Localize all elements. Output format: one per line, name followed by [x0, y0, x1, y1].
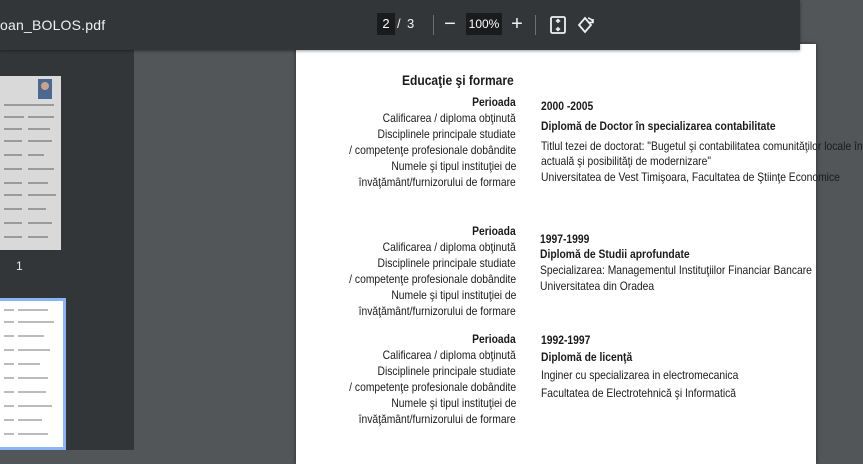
- document-viewer[interactable]: [134, 50, 863, 450]
- label-institution-type: învăţământ/furnizorului de formare: [358, 175, 516, 189]
- label-disciplines: Disciplinele principale studiate: [377, 127, 516, 141]
- label-disciplines: Disciplinele principale studiate: [377, 364, 516, 378]
- label-institution-name: Numele şi tipul instituţiei de: [390, 159, 516, 173]
- current-page-input[interactable]: 2: [377, 13, 395, 35]
- zoom-out-button[interactable]: −: [444, 13, 456, 35]
- pdf-toolbar: [0, 0, 800, 50]
- label-competences: / competenţe profesionale dobândite: [349, 380, 516, 394]
- entry-diploma: Diplomă de licenţă: [541, 350, 633, 364]
- entry-diploma: Diplomă de Studii aprofundate: [540, 247, 690, 261]
- entry-period: 1992-1997: [541, 333, 591, 347]
- label-period: Perioada: [472, 224, 516, 238]
- fit-page-icon[interactable]: [547, 14, 569, 36]
- entry-detail: Inginer cu specializarea in electromecanica: [541, 368, 739, 382]
- entry-period: 1997-1999: [540, 232, 590, 246]
- toolbar-divider: [433, 15, 434, 35]
- label-qualification: Calificarea / diploma obţinută: [382, 240, 516, 254]
- label-competences: / competenţe profesionale dobândite: [349, 143, 516, 157]
- label-competences: / competenţe profesionale dobândite: [349, 272, 516, 286]
- total-pages: 3: [407, 16, 415, 31]
- zoom-level-input[interactable]: 100%: [466, 13, 502, 35]
- label-period: Perioada: [472, 332, 516, 346]
- entry-institution: Facultatea de Electrotehnică şi Informatică: [541, 386, 737, 400]
- thumbnail-sidebar[interactable]: [0, 50, 134, 450]
- entry-detail: Specializarea: Managementul Instituţiilor Financiar Bancare: [540, 263, 812, 277]
- label-institution-type: învăţământ/furnizorului de formare: [358, 412, 516, 426]
- entry-detail: Titlul tezei de doctorat: "Bugetul şi contabilitatea comunităţilor locale în: [541, 139, 863, 153]
- entry-institution: Universitatea din Oradea: [540, 279, 655, 293]
- entry-detail: actuală şi posibilităţi de modernizare": [541, 154, 712, 168]
- page-thumbnail-1[interactable]: [0, 76, 61, 250]
- photo-icon: [38, 79, 52, 99]
- label-period: Perioada: [472, 95, 516, 109]
- document-title: oan_BOLOS.pdf: [0, 17, 106, 33]
- toolbar-divider: [535, 15, 536, 35]
- entry-period: 2000 -2005: [541, 99, 594, 113]
- label-disciplines: Disciplinele principale studiate: [377, 256, 516, 270]
- label-qualification: Calificarea / diploma obţinută: [382, 111, 516, 125]
- rotate-icon[interactable]: [574, 14, 596, 36]
- section-heading: Educaţie şi formare: [402, 72, 514, 88]
- label-institution-name: Numele şi tipul instituţiei de: [390, 396, 516, 410]
- label-institution-name: Numele şi tipul instituţiei de: [390, 288, 516, 302]
- zoom-in-button[interactable]: +: [511, 13, 523, 35]
- thumbnail-page-number: 1: [16, 259, 23, 273]
- page-separator: /: [397, 16, 401, 31]
- entry-diploma: Diplomă de Doctor în specializarea contabilitate: [541, 119, 776, 133]
- label-qualification: Calificarea / diploma obţinută: [382, 348, 516, 362]
- page-thumbnail-2[interactable]: [0, 298, 66, 450]
- entry-institution: Universitatea de Vest Timişoara, Facultatea de Ştiinţe Economice: [541, 170, 840, 184]
- pdf-page: [296, 44, 863, 464]
- label-institution-type: învăţământ/furnizorului de formare: [358, 304, 516, 318]
